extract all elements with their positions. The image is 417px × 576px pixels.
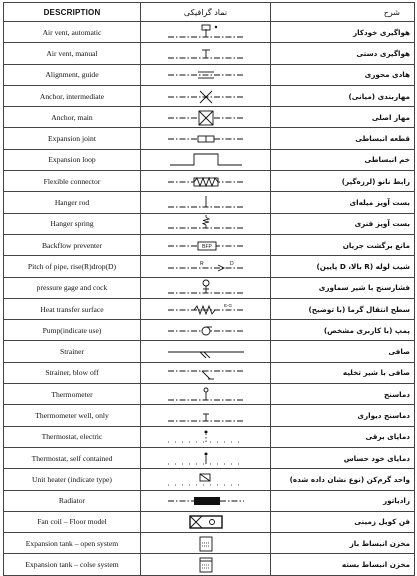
row-symbol-cell	[141, 320, 271, 341]
row-symbol-cell	[141, 213, 271, 234]
table-row	[4, 213, 415, 234]
thermostat-self-contained-symbol	[160, 449, 252, 468]
row-description: Unit heater (indicate type)	[4, 469, 141, 490]
table-row	[4, 554, 415, 575]
row-description: Strainer, blow off	[4, 362, 141, 383]
row-symbol-cell	[141, 128, 271, 149]
pitch-of-pipe-symbol	[160, 257, 252, 276]
row-persian: صافی با شیر تخلیه	[271, 362, 415, 383]
row-description: Air vent, manual	[4, 43, 141, 64]
row-symbol-cell	[141, 384, 271, 405]
svg-text:R: R	[199, 260, 204, 267]
table-row	[4, 277, 415, 298]
table-header-row	[4, 3, 415, 22]
pressure-gage-symbol	[160, 278, 252, 297]
hanger-spring-symbol	[160, 214, 252, 233]
row-description: Thermostat, self contained	[4, 447, 141, 468]
row-symbol-cell	[141, 469, 271, 490]
table-row	[4, 234, 415, 255]
expansion-tank-closed-symbol	[160, 555, 252, 574]
row-persian: مهاربندی (میانی)	[271, 85, 415, 106]
row-description: Thermometer well, only	[4, 405, 141, 426]
table-row	[4, 43, 415, 64]
heat-transfer-surface-symbol	[160, 300, 252, 319]
row-symbol-cell	[141, 490, 271, 511]
table-row	[4, 85, 415, 106]
row-symbol-cell	[141, 447, 271, 468]
row-description: Heat transfer surface	[4, 298, 141, 319]
strainer-symbol	[160, 342, 252, 361]
symbols-sheet	[3, 2, 414, 570]
row-description: Backflow preventer	[4, 234, 141, 255]
hvac-symbols-table	[3, 2, 415, 576]
expansion-loop-symbol	[160, 150, 252, 169]
row-persian: مخزن انبساط بسته	[271, 554, 415, 575]
strainer-blow-off-symbol	[160, 363, 252, 382]
row-symbol-cell	[141, 43, 271, 64]
row-symbol-cell	[141, 554, 271, 575]
table-row	[4, 298, 415, 319]
row-persian: هادی محوری	[271, 64, 415, 85]
row-persian: رادیاتور	[271, 490, 415, 511]
anchor-main-symbol	[160, 108, 252, 127]
row-symbol-cell	[141, 234, 271, 255]
expansion-joint-symbol	[160, 129, 252, 148]
row-description: Strainer	[4, 341, 141, 362]
expansion-tank-open-symbol	[160, 534, 252, 553]
row-symbol-cell	[141, 533, 271, 554]
row-description: Fan coil – Floor model	[4, 511, 141, 532]
row-description: Pump(indicate use)	[4, 320, 141, 341]
row-description: Air vent, automatic	[4, 22, 141, 43]
table-row	[4, 171, 415, 192]
row-description: Expansion joint	[4, 128, 141, 149]
row-persian: واحد گرم‌کن (نوع نشان داده شده)	[271, 469, 415, 490]
row-symbol-cell	[141, 149, 271, 170]
thermometer-symbol	[160, 385, 252, 404]
row-persian: سطح انتقال گرما (با توضیح)	[271, 298, 415, 319]
table-row	[4, 192, 415, 213]
thermometer-well-symbol	[160, 406, 252, 425]
table-row	[4, 384, 415, 405]
row-description: Hanger spring	[4, 213, 141, 234]
row-description: Radiator	[4, 490, 141, 511]
row-description: pressure gage and cock	[4, 277, 141, 298]
row-symbol-cell	[141, 256, 271, 277]
row-persian: مخزن انبساط باز	[271, 533, 415, 554]
row-description: Expansion loop	[4, 149, 141, 170]
row-description: Pitch of pipe, rise(R)drop(D)	[4, 256, 141, 277]
row-persian: هواگیری خودکار	[271, 22, 415, 43]
row-description: Expansion tank – colse system	[4, 554, 141, 575]
row-description: Flexible connector	[4, 171, 141, 192]
alignment-guide-symbol	[160, 65, 252, 84]
row-persian: قطعه انبساطی	[271, 128, 415, 149]
air-vent-automatic-symbol	[160, 23, 252, 42]
row-persian: فن کویل زمینی	[271, 511, 415, 532]
table-row	[4, 405, 415, 426]
thermostat-electric-symbol	[160, 427, 252, 446]
svg-text:E-G: E-G	[223, 302, 232, 308]
table-row	[4, 426, 415, 447]
svg-text:D: D	[229, 260, 234, 267]
unit-heater-symbol	[160, 470, 252, 489]
row-symbol-cell	[141, 277, 271, 298]
backflow-preventer-symbol	[160, 236, 252, 255]
row-persian: دمایای خود حساس	[271, 447, 415, 468]
row-symbol-cell	[141, 107, 271, 128]
row-symbol-cell	[141, 64, 271, 85]
radiator-symbol	[160, 491, 252, 510]
fan-coil-floor-symbol	[160, 512, 252, 531]
row-description: Alignment, guide	[4, 64, 141, 85]
row-description: Thermostat, electric	[4, 426, 141, 447]
flexible-connector-symbol	[160, 172, 252, 191]
hanger-rod-symbol	[160, 193, 252, 212]
pump-symbol	[160, 321, 252, 340]
row-symbol-cell	[141, 192, 271, 213]
row-persian: پمپ (با کاربری مشخص)	[271, 320, 415, 341]
row-persian: بست آویز فنری	[271, 213, 415, 234]
row-persian: دماسنج دیواری	[271, 405, 415, 426]
table-row	[4, 128, 415, 149]
row-symbol-cell	[141, 298, 271, 319]
row-description: Expansion tank – open system	[4, 533, 141, 554]
header-description: DESCRIPTION	[4, 3, 141, 22]
table-row	[4, 362, 415, 383]
header-symbol: نماد گرافیکی	[141, 3, 271, 22]
row-persian: شیب لوله (R بالا، D پایین)	[271, 256, 415, 277]
row-description: Thermometer	[4, 384, 141, 405]
table-row	[4, 149, 415, 170]
row-persian: دمایای برقی	[271, 426, 415, 447]
row-symbol-cell	[141, 171, 271, 192]
air-vent-manual-symbol	[160, 44, 252, 63]
row-persian: رابط نانو (لرزه‌گیر)	[271, 171, 415, 192]
table-row	[4, 447, 415, 468]
table-row	[4, 511, 415, 532]
row-persian: بست آویز میله‌ای	[271, 192, 415, 213]
row-symbol-cell	[141, 341, 271, 362]
row-persian: مهار اصلی	[271, 107, 415, 128]
row-symbol-cell	[141, 362, 271, 383]
row-symbol-cell	[141, 511, 271, 532]
header-persian: شرح	[271, 3, 415, 22]
row-symbol-cell	[141, 426, 271, 447]
table-row	[4, 469, 415, 490]
table-row	[4, 64, 415, 85]
anchor-intermediate-symbol	[160, 87, 252, 106]
table-row	[4, 490, 415, 511]
table-row	[4, 341, 415, 362]
row-persian: هواگیری دستی	[271, 43, 415, 64]
row-description: Anchor, main	[4, 107, 141, 128]
row-persian: مانع برگشت جریان	[271, 234, 415, 255]
row-persian: دماسنج	[271, 384, 415, 405]
table-row	[4, 533, 415, 554]
row-description: Anchor, intermediate	[4, 85, 141, 106]
table-row	[4, 22, 415, 43]
row-persian: خم انبساطی	[271, 149, 415, 170]
table-row	[4, 320, 415, 341]
table-row	[4, 256, 415, 277]
svg-text:BFP: BFP	[201, 243, 212, 250]
row-description: Hanger rod	[4, 192, 141, 213]
row-persian: صافی	[271, 341, 415, 362]
row-persian: فشارسنج با شیر سماوری	[271, 277, 415, 298]
row-symbol-cell	[141, 405, 271, 426]
table-row	[4, 107, 415, 128]
row-symbol-cell	[141, 22, 271, 43]
row-symbol-cell	[141, 85, 271, 106]
